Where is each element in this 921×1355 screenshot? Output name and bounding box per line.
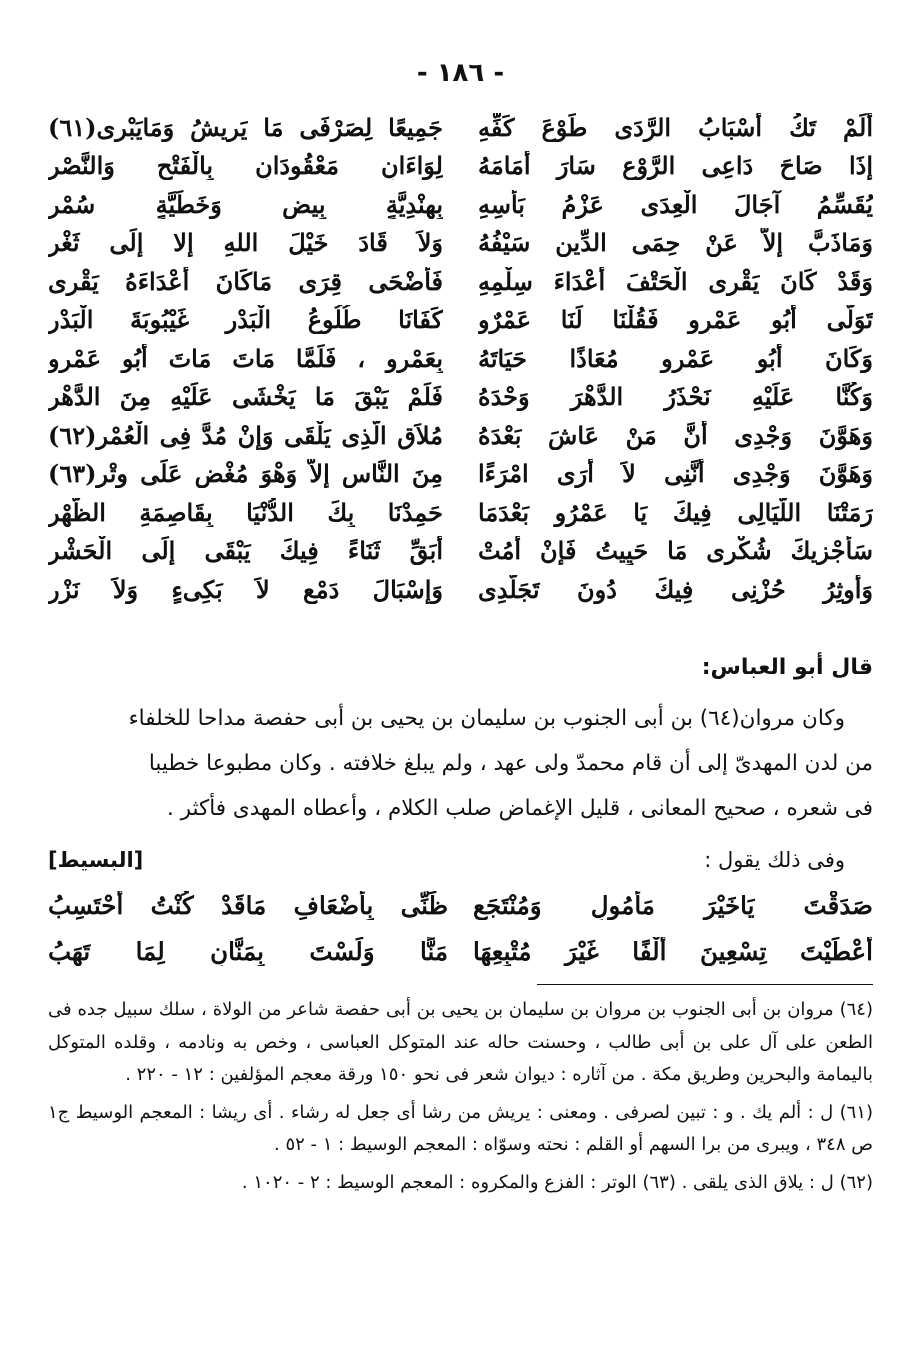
verse-row [48, 928, 873, 974]
intro-text: وفى ذلك يقول : [704, 848, 845, 872]
second-hemistich: مُلاَقٍ الَّذِى يَلْقَى وَإِنْ مُدَّ فِى الْعُمْرِ(٦٢) [48, 420, 443, 450]
first-hemistich: صَدَقْتَ يَاخَيْرَ مَأْمُولٍ وَمُنْتَجَعٍ [473, 890, 873, 920]
first-hemistich: وَكُنَّا عَلَيْهِ نَحْذَرُ الدَّهْرَ وَحْدَهُ [478, 382, 873, 412]
verse-row [48, 882, 873, 928]
first-hemistich: أَلَمْ تَكُ أَسْبَابُ الرَّدَى طَوْعَ كَفِّهِ [478, 112, 873, 142]
prose-line: من لدن المهدىّ إلى أن قام محمدّ ولى عهد ، ولم يبلغ خلافته . وكان مطبوعا خطيبا [148, 751, 873, 776]
second-hemistich: مَنًّا وَلَسْتَ بِمَنَّانٍ لِمَا تَهَبُ [48, 936, 448, 966]
prose-line: فى شعره ، صحيح المعانى ، قليل الإغماض صلب الكلام ، وأعطاه المهدى فأكثر . [167, 796, 873, 821]
second-hemistich: حَمِدْنَا بِكَ الدُّنْيَا بِقَاصِمَةِ الظَّهْرِ [48, 497, 443, 527]
first-hemistich: وَقَدْ كَانَ يَقْرِى الْحَتْفَ أَعْدَاءَ سِلْمِهِ [478, 266, 873, 296]
second-hemistich: أُبَقِّ ثَنَاءً فِيكَ يَبْقَى إِلَى الْحَشْرِ [48, 536, 443, 566]
first-hemistich: سَأَجْزِيكَ شُكْرِى مَا حَيِيتُ فَإِنْ أَمُتْ [478, 536, 873, 566]
second-hemistich: ظَنِّى بِأَضْعَافِ مَاقَدْ كُنْتُ أَحْتَسِبُ [48, 890, 448, 920]
prose-paragraph [48, 696, 873, 831]
verse-row [48, 378, 873, 417]
verse-row [48, 570, 873, 609]
first-hemistich: وَكَانَ أَبُو عَمْرٍو مُعَاذًا حَيَاتَهُ [478, 343, 873, 373]
first-hemistich: تَوَلَّى أَبُو عَمْرٍو فَقُلْنَا لَنَا عَمْرٌو [478, 305, 873, 335]
first-hemistich: وَهَوَّنَ وَجْدِى أَنَّنِى لاَ أَرَى امْرَءًا [478, 459, 873, 489]
verse-row [48, 108, 873, 147]
first-hemistich: وَمَاذَبَّ إِلاَّ عَنْ حِمَى الدِّينِ سَيْفُهُ [478, 228, 873, 258]
verse-intro [48, 840, 873, 880]
second-hemistich: كَفَانَا طُلُوعُ الْبَدْرِ غَيْبُوبَةَ الْبَدْرِ [48, 305, 443, 335]
verse-row [48, 339, 873, 378]
second-hemistich: وَإِسْبَالَ دَمْعٍ لاَ بَكِىءٍ وَلاَ نَزْرِ [48, 574, 443, 604]
page-number: - ١٨٦ - [416, 58, 505, 88]
second-hemistich: مِنَ النَّاسِ إِلاَّ وَهْوَ مُغْضٍ عَلَى وِتْرِ(٦٣) [48, 459, 443, 489]
speaker-heading: قال أبو العباس: [701, 655, 873, 680]
second-hemistich: بِهِنْدِيَّةٍ بِيضٍ وَخَطِّيَّةٍ سُمْرِ [48, 189, 443, 219]
verse-row [48, 455, 873, 494]
first-hemistich: وَأُوثِرُ حُزْنِى فِيكَ دُونَ تَجَلُّدِى [478, 574, 873, 604]
second-hemistich: وَلاَ قَادَ خَيْلَ اللهِ إِلا إِلَى ثَغْرِ [48, 228, 443, 258]
verse-row [48, 301, 873, 340]
verse-row [48, 262, 873, 301]
second-hemistich: فَلَمْ يَبْقَ مَا يَخْشَى عَلَيْهِ مِنَ الدَّهْرِ [48, 382, 443, 412]
first-hemistich: يُقَسِّمُ آجَالَ الْعِدَى عَزْمُ بَأْسِهِ [478, 189, 873, 219]
first-hemistich: رَمَتْنَا اللَّيَالِى فِيكَ يَا عَمْرُو بَعْدَمَا [478, 497, 873, 527]
prose-line: وكان مروان(٦٤) بن أبى الجنوب بن سليمان بن يحيى بن أبى حفصة مداحا للخلفاء [128, 706, 845, 731]
footnote-61: (٦١) ل : ألم يك . و : تبين لصرفى . ومعنى : يريش من رشا أى جعل له رشاء . أى ريشا : المعجم الوسيط ج١ ص ٣٤٨ ، ويبرى من برا السهم أو القلم : نحته وسوّاه : المعجم الوسيط : ١ - ٥٢ . [48, 1101, 873, 1155]
footnote-62-63: (٦٢) ل : يلاق الذى يلقى . (٦٣) الوتر : الفزع والمكروه : المعجم الوسيط : ٢ - ١٠٢٠ . [241, 1171, 873, 1193]
verse-row [48, 493, 873, 532]
basit-verses [48, 882, 873, 974]
second-hemistich: بِعَمْرٍو ، فَلَمَّا مَاتَ مَاتَ أَبُو عَمْرٍو [48, 343, 443, 373]
footnote-64: (٦٤) مروان بن أبى الجنوب بن مروان بن سليمان بن يحيى بن أبى حفصة شاعر من الولاة ، سلك سبيل جده فى الطعن على آل على بن أبى طالب ، وحسنت حاله عند المتوكل العباسى ، وخص به ونادمه ، وقلده المتوكل باليمامة والبحرين وطريق مكة . من آثاره : ديوان شعر فى نحو ١٥٠ ورقة معجم المؤلفين : ١٢ - ٢٢٠ . [48, 999, 873, 1085]
verse-row [48, 416, 873, 455]
verse-row [48, 185, 873, 224]
first-hemistich: إِذَا صَاحَ دَاعِى الرَّوْعِ سَارَ أَمَامَهُ [478, 151, 873, 181]
second-hemistich: فَأَضْحَى قِرَى مَاكَانَ أَعْدَاءَهُ يَقْرِى [48, 266, 443, 296]
verse-row [48, 224, 873, 263]
verse-row [48, 532, 873, 571]
footnotes [48, 994, 873, 1204]
footnote-divider [537, 984, 873, 985]
elegy-poem [48, 108, 873, 648]
meter-label: [البسيط] [48, 848, 144, 872]
verse-row [48, 147, 873, 186]
first-hemistich: أَعْطَيْتَ تِسْعِينَ أَلْفًا غَيْرَ مُتْبِعِهَا [473, 936, 873, 966]
second-hemistich: لِوَاءَانِ مَعْقُودَانِ بِالْفَتْحِ وَالنَّصْرِ [48, 151, 443, 181]
first-hemistich: وَهَوَّنَ وَجْدِى أَنَّ مَنْ عَاشَ بَعْدَهُ [478, 420, 873, 450]
second-hemistich: جَمِيعًا لِصَرْفَى مَا يَرِيشُ وَمَايَبْرِى(٦١) [48, 112, 443, 142]
